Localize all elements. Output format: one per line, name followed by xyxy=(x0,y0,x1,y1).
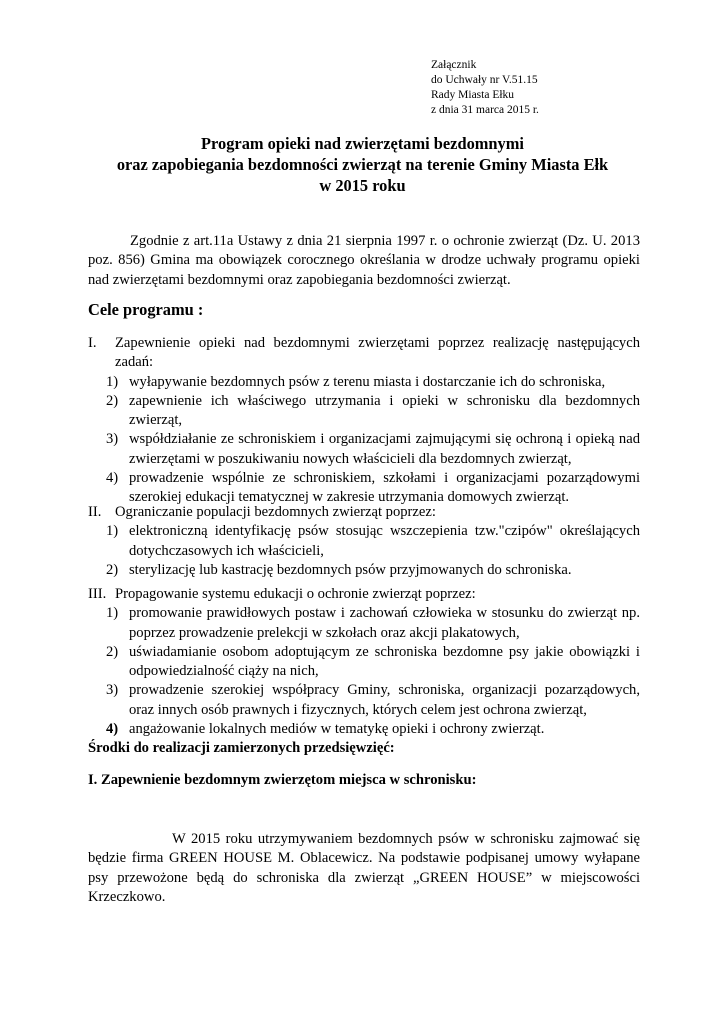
item-number: 4) xyxy=(106,721,119,738)
section-heading-text: Ograniczanie populacji bezdomnych zwierząt poprzez: xyxy=(115,504,436,520)
attachment-line: do Uchwały nr V.51.15 xyxy=(431,74,538,86)
list-item xyxy=(88,430,640,469)
item-text: uświadamianie osobom adoptującym ze schroniska bezdomne psy jakie obowiązki i odpowiedzialność ciąży na nich, xyxy=(129,643,640,680)
item-number: 2) xyxy=(106,392,119,409)
list-item xyxy=(88,392,640,431)
section-number: III. xyxy=(88,586,107,602)
section-number: II. xyxy=(88,504,102,520)
title-line: w 2015 roku xyxy=(319,176,406,195)
list-item xyxy=(88,469,640,508)
item-text: sterylizację lub kastrację bezdomnych psów przyjmowanych do schroniska. xyxy=(129,561,572,578)
item-number: 3) xyxy=(106,682,119,699)
section-heading xyxy=(88,334,640,373)
section-heading xyxy=(88,503,640,522)
item-text: angażowanie lokalnych mediów w tematykę opieki i ochrony zwierząt. xyxy=(129,721,545,738)
item-text: wyłapywanie bezdomnych psów z terenu miasta i dostarczanie ich do schroniska, xyxy=(129,373,606,390)
means-subheading: I. Zapewnienie bezdomnym zwierzętom miejsca w schronisku: xyxy=(88,772,477,788)
attachment-note xyxy=(431,58,539,118)
section-heading-text: Propagowanie systemu edukacji o ochronie zwierząt poprzez: xyxy=(115,586,476,602)
attachment-line: Załącznik xyxy=(431,59,477,71)
section-heading-text: Zapewnienie opieki nad bezdomnymi zwierzętami poprzez realizację następujących zadań: xyxy=(115,335,640,371)
section-1 xyxy=(88,334,640,508)
item-text: prowadzenie wspólnie ze schroniskiem, szkołami i organizacjami pozarządowymi szerokiej edukacji tematycznej w zakresie utrzymania domowych zwierząt. xyxy=(129,470,640,506)
goals-heading: Cele programu : xyxy=(88,300,204,319)
item-text: prowadzenie szerokiej współpracy Gminy, schroniska, organizacji pozarządowych, oraz innych osób prawnych i fizycznych, których celem jest ochrona zwierząt, xyxy=(129,682,640,718)
list-item xyxy=(88,522,640,561)
item-text: współdziałanie ze schroniskiem i organizacjami zajmującymi się ochroną i opieką nad zwierzętami w poszukiwaniu nowych właścicieli dla bezdomnych zwierząt, xyxy=(129,431,640,467)
item-number: 4) xyxy=(106,470,119,487)
item-number: 1) xyxy=(106,605,119,622)
section-2 xyxy=(88,503,640,580)
list-item xyxy=(88,561,640,580)
list-item xyxy=(88,373,640,392)
title-line: oraz zapobiegania bezdomności zwierząt na terenie Gminy Miasta Ełk xyxy=(116,155,609,174)
list-item xyxy=(88,643,640,682)
means-heading: Środki do realizacji zamierzonych przedsięwzięć: xyxy=(88,740,395,756)
section-number: I. xyxy=(88,335,97,351)
section-heading xyxy=(88,585,640,604)
item-number: 2) xyxy=(106,643,119,660)
attachment-line: z dnia 31 marca 2015 r. xyxy=(431,104,539,116)
list-item xyxy=(88,604,640,643)
title-line: Program opieki nad zwierzętami bezdomnymi xyxy=(201,134,524,153)
intro-paragraph: Zgodnie z art.11a Ustawy z dnia 21 sierpnia 1997 r. o ochronie zwierząt (Dz. U. 2013 poz. 856) Gmina ma obowiązek corocznego określania w drodze uchwały programu opieki nad zwierzętami bezdomnymi oraz zapobiegania bezdomności zwierząt. xyxy=(88,233,640,288)
item-number: 2) xyxy=(106,561,119,578)
item-text: promowanie prawidłowych postaw i zachowań człowieka w stosunku do zwierząt np. poprzez prowadzenie prelekcji w szkołach oraz akcji plakatowych, xyxy=(129,605,640,641)
list-item xyxy=(88,681,640,720)
item-number: 3) xyxy=(106,431,119,448)
section-3 xyxy=(88,585,640,739)
item-text: zapewnienie ich właściwego utrzymania i opieki w schronisku dla bezdomnych zwierząt, xyxy=(129,392,640,429)
attachment-line: Rady Miasta Ełku xyxy=(431,89,515,101)
list-item xyxy=(88,720,640,739)
item-number: 1) xyxy=(106,373,119,390)
item-number: 1) xyxy=(106,523,119,540)
item-text: elektroniczną identyfikację psów stosując wszczepienia tzw."czipów" określających dotychczasowych ich właścicieli, xyxy=(129,523,640,559)
document-title xyxy=(0,133,725,196)
closing-paragraph: W 2015 roku utrzymywaniem bezdomnych psów w schronisku zajmować się będzie firma GREEN HOUSE M. Oblacewicz. Na podstawie podpisanej umowy wyłapane psy przewożone będą do schroniska dla zwierząt „GREEN HOUSE” w miejscowości Krzeczkowo. xyxy=(88,831,640,905)
